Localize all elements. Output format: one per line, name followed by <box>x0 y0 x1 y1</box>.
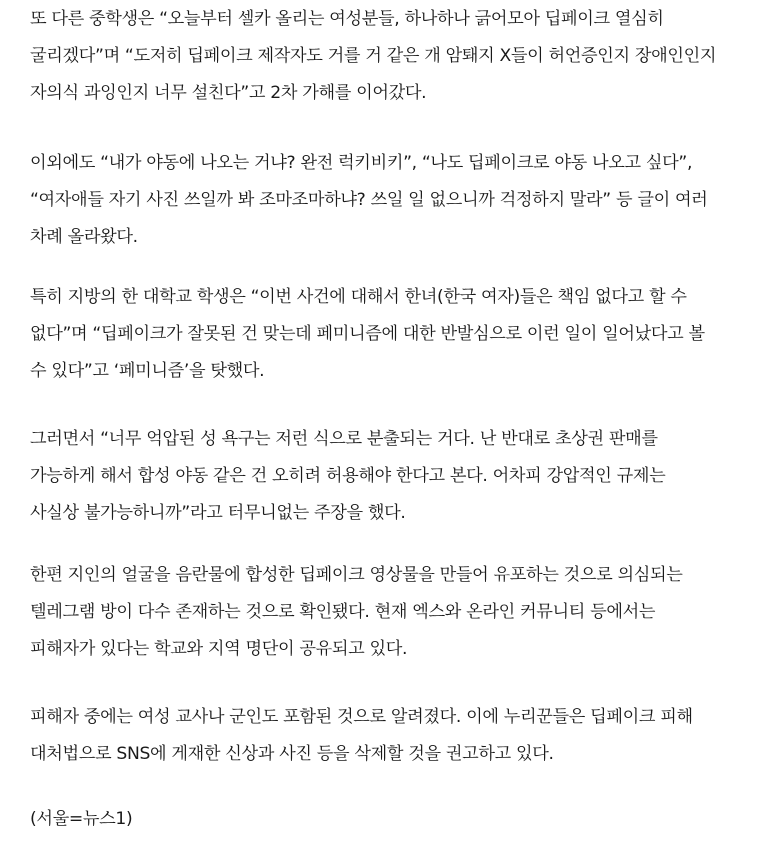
text-line: 차례 올라왔다. <box>30 227 138 247</box>
article-credit <box>30 801 132 838</box>
text-line: 자의식 과잉인지 너무 설친다”고 2차 가해를 이어갔다. <box>30 83 427 103</box>
credit-text: (서울=뉴스1) <box>30 809 133 829</box>
paragraph-other-posts <box>30 145 707 256</box>
text-line: 그러면서 “너무 억압된 성 욕구는 저런 식으로 분출되는 거다. 난 반대로 초상권 판매를 <box>30 429 658 449</box>
text-line: 굴리겠다”며 “도저히 딥페이크 제작자도 거를 거 같은 개 암퇘지 X들이 허언증인지 장애인인지 <box>30 46 717 66</box>
text-line: 피해자 중에는 여성 교사나 군인도 포함된 것으로 알려졌다. 이에 누리꾼들은 딥페이크 피해 <box>30 707 693 727</box>
paragraph-middle-school-student <box>30 1 716 112</box>
text-line: 대처법으로 SNS에 게재한 신상과 사진 등을 삭제할 것을 권고하고 있다. <box>30 744 554 764</box>
text-line: 피해자가 있다는 학교와 지역 명단이 공유되고 있다. <box>30 639 408 659</box>
text-line: 가능하게 해서 합성 야동 같은 건 오히려 허용해야 한다고 본다. 어차피 강압적인 규제는 <box>30 466 666 486</box>
text-line: 텔레그램 방이 다수 존재하는 것으로 확인됐다. 현재 엑스와 온라인 커뮤니티 등에서는 <box>30 602 656 622</box>
paragraph-absurd-claim <box>30 421 665 532</box>
text-line: 수 있다”고 ‘페미니즘’을 탓했다. <box>30 361 265 381</box>
text-line: 사실상 불가능하니까”라고 터무니없는 주장을 했다. <box>30 503 406 523</box>
text-line: 없다”며 “딥페이크가 잘못된 건 맞는데 페미니즘에 대한 반발심으로 이런 일이 일어났다고 볼 <box>30 324 705 344</box>
paragraph-university-student <box>30 279 705 390</box>
text-line: 또 다른 중학생은 “오늘부터 셀카 올리는 여성분들, 하나하나 긁어모아 딥페이크 열심히 <box>30 9 664 29</box>
text-line: “여자애들 자기 사진 쓰일까 봐 조마조마하냐? 쓰일 일 없으니까 걱정하지 말라” 등 글이 여러 <box>30 190 708 210</box>
paragraph-telegram-rooms <box>30 557 683 668</box>
text-line: 한편 지인의 얼굴을 음란물에 합성한 딥페이크 영상물을 만들어 유포하는 것으로 의심되는 <box>30 565 683 585</box>
paragraph-victims <box>30 699 693 773</box>
text-line: 특히 지방의 한 대학교 학생은 “이번 사건에 대해서 한녀(한국 여자)들은 책임 없다고 할 수 <box>30 287 687 307</box>
text-line: 이외에도 “내가 야동에 나오는 거냐? 완전 럭키비키”, “나도 딥페이크로 야동 나오고 싶다”, <box>30 153 693 173</box>
